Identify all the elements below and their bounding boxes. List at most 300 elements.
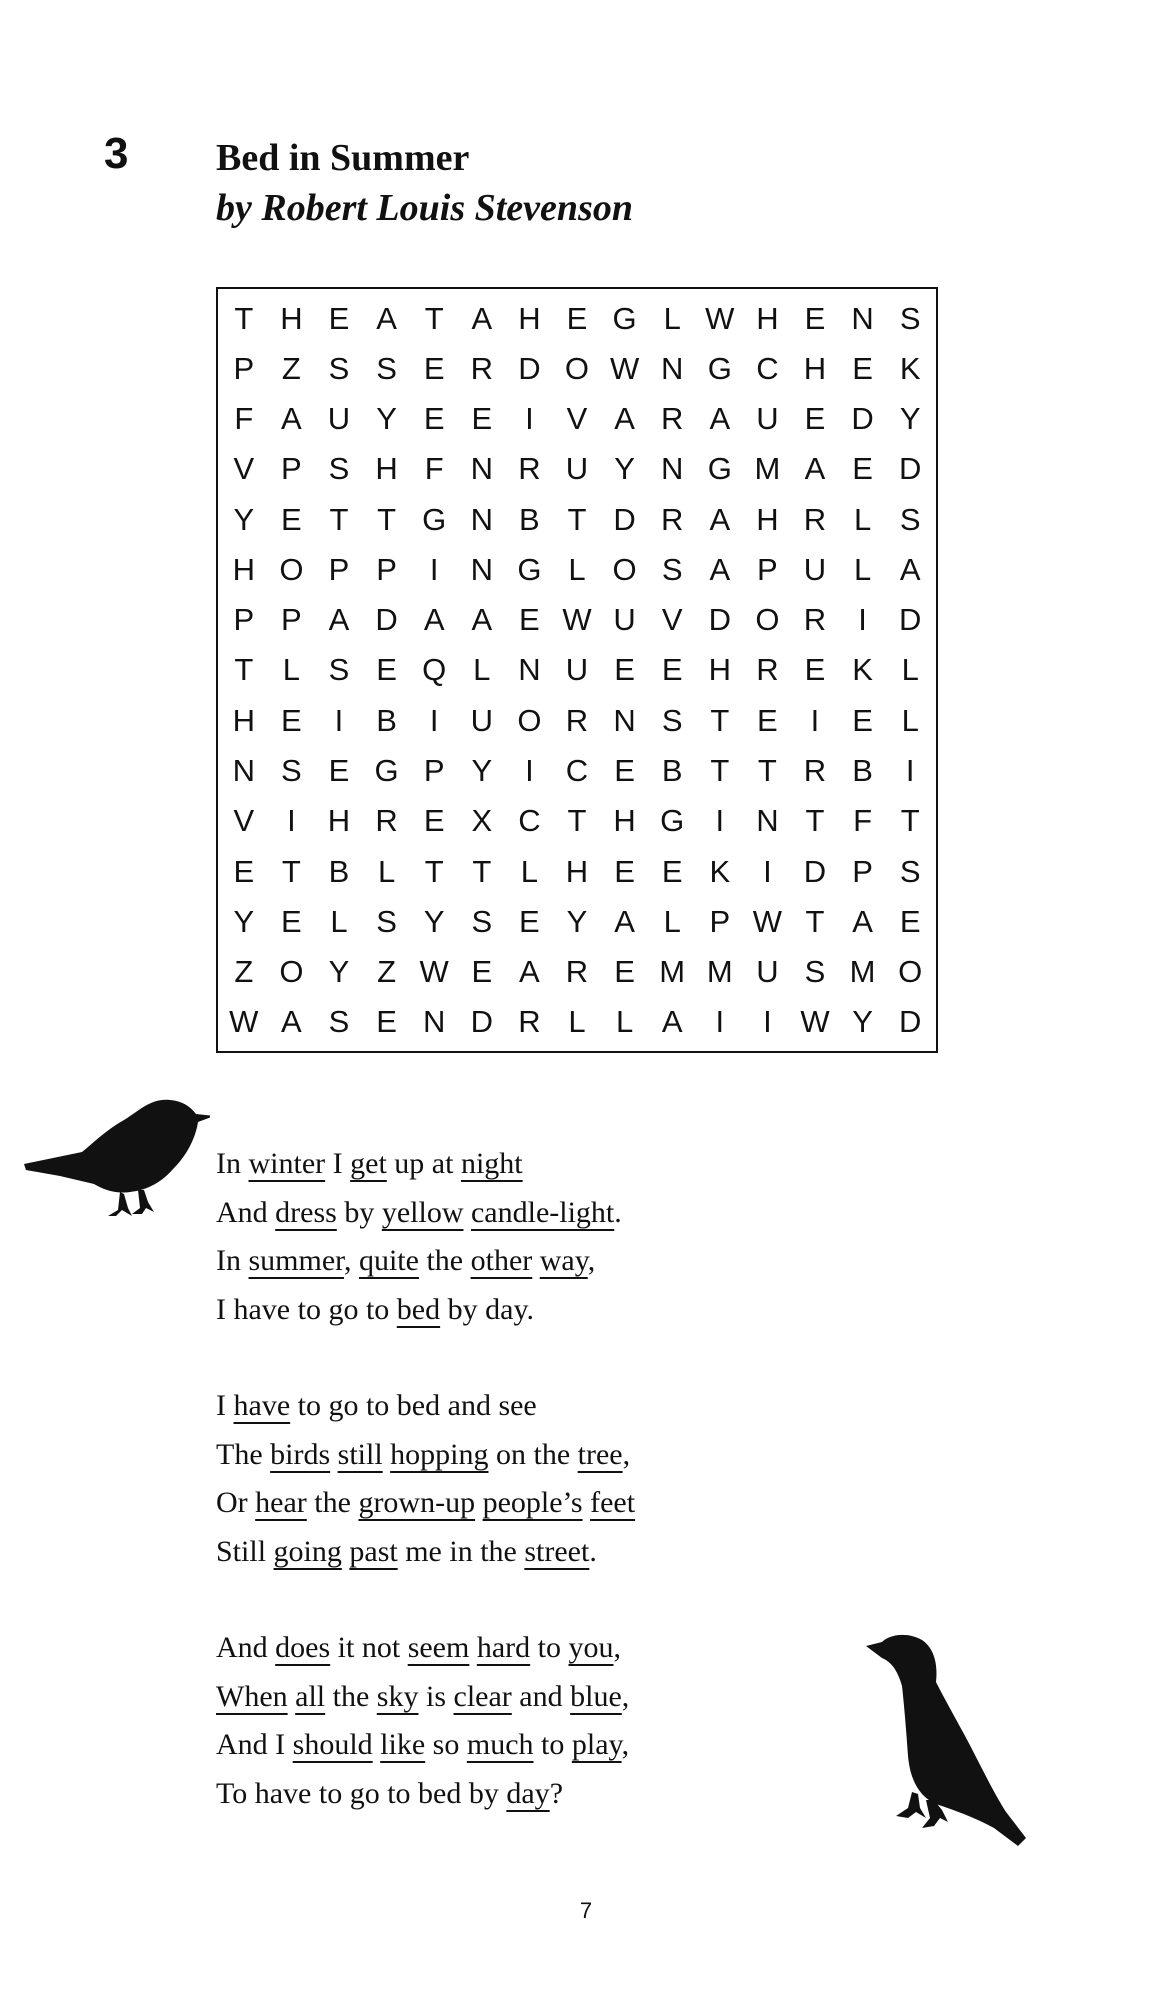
grid-cell: N [470, 501, 493, 537]
grid-cell: V [233, 451, 255, 487]
poem-text-segment: to go to bed and see [290, 1389, 537, 1422]
grid-cell: H [280, 300, 303, 336]
grid-cell: W [229, 1004, 259, 1040]
grid-cell: I [525, 401, 534, 437]
poem-text-segment: me in the [397, 1534, 525, 1568]
hidden-word: still [337, 1437, 383, 1471]
grid-cell: E [852, 350, 873, 386]
grid-cell: P [709, 903, 731, 939]
grid-cell: E [519, 903, 540, 939]
grid-cell: Y [614, 451, 635, 487]
grid-cell: D [803, 853, 827, 889]
grid-cell: L [901, 702, 919, 738]
poem-text-segment: on the [488, 1437, 578, 1471]
grid-cell: O [755, 602, 780, 638]
grid-cell: U [756, 954, 779, 990]
hidden-word: hear [255, 1486, 307, 1519]
grid-cell: A [661, 1004, 683, 1040]
hidden-word: people’s [482, 1486, 583, 1519]
grid-cell: E [899, 903, 921, 939]
grid-cell: D [898, 602, 922, 638]
poem-text-segment: and [511, 1679, 571, 1713]
poem-line [216, 1237, 635, 1286]
grid-cell: T [710, 753, 730, 789]
grid-cell: D [851, 401, 874, 437]
poem-text-segment: Or [216, 1486, 256, 1519]
poem-text-segment: And [216, 1195, 276, 1229]
poem-text-segment: the [418, 1244, 471, 1277]
grid-cell: A [471, 602, 493, 638]
grid-cell: U [613, 602, 636, 638]
grid-cell: H [613, 803, 636, 839]
grid-cell: E [281, 903, 302, 939]
grid-cell: R [803, 602, 827, 638]
grid-cell: U [327, 401, 351, 437]
grid-cell: P [757, 551, 778, 587]
grid-cell: E [804, 652, 826, 688]
grid-cell: T [377, 501, 397, 537]
poem-text-segment [532, 1244, 540, 1277]
hidden-word: candle-light [470, 1195, 615, 1229]
poem-text-segment: so [425, 1728, 467, 1761]
grid-cell: S [471, 903, 493, 939]
grid-cell: E [852, 451, 873, 487]
grid-cell: S [281, 753, 302, 789]
hidden-word: like [380, 1728, 426, 1761]
grid-cell: O [612, 551, 637, 587]
grid-cell: A [376, 300, 397, 336]
hidden-word: feet [590, 1486, 636, 1519]
grid-cell: A [328, 602, 350, 638]
grid-cell: E [471, 954, 493, 990]
grid-cell: W [609, 350, 640, 386]
poem-text-segment: by day. [440, 1292, 534, 1326]
hidden-word: clear [453, 1679, 512, 1713]
grid-cell: R [803, 753, 827, 789]
grid-cell: B [852, 753, 873, 789]
poem-text-segment: . [614, 1195, 622, 1229]
poem-line [216, 1286, 635, 1335]
poem-text-segment: . [589, 1534, 597, 1568]
poem-text-segment [583, 1486, 591, 1519]
hidden-word: seem [407, 1631, 470, 1664]
grid-cell: S [376, 903, 397, 939]
poem-text-segment: , [587, 1244, 596, 1277]
grid-cell: O [898, 954, 923, 990]
hidden-word: summer [248, 1244, 344, 1277]
grid-cell: I [429, 551, 439, 587]
page-number: 7 [579, 1898, 593, 1923]
grid-cell: Y [376, 401, 397, 437]
poem-stanza [216, 1624, 635, 1818]
grid-cell: O [279, 551, 304, 587]
grid-cell: T [234, 652, 254, 688]
grid-cell: A [423, 602, 445, 638]
grid-cell: I [810, 702, 820, 738]
poem-line [216, 1189, 635, 1238]
grid-cell: I [334, 702, 344, 738]
grid-cell: H [327, 803, 351, 839]
poem-text-segment: up at [386, 1147, 461, 1180]
grid-cell: S [804, 954, 826, 990]
grid-cell: E [233, 853, 255, 889]
grid-cell: E [423, 350, 445, 386]
grid-cell: N [232, 753, 255, 789]
grid-cell: G [707, 350, 732, 386]
grid-cell: B [328, 853, 350, 889]
poem-text-segment: by [336, 1195, 382, 1229]
grid-cell: Q [422, 652, 447, 688]
grid-cell: W [419, 954, 449, 990]
hidden-word: much [466, 1728, 534, 1761]
grid-cell: L [377, 853, 396, 889]
hidden-word: should [292, 1728, 373, 1761]
grid-cell: E [328, 300, 350, 336]
grid-cell: E [519, 602, 540, 638]
grid-cell: V [566, 401, 588, 437]
poem-text-segment: , [621, 1679, 630, 1713]
grid-cell: F [853, 803, 873, 839]
grid-cell: I [525, 753, 534, 789]
hidden-word: street [524, 1534, 590, 1568]
poem-text-segment: , [622, 1437, 631, 1471]
hidden-word: day [506, 1776, 550, 1810]
poem-text-segment: the [325, 1679, 377, 1713]
hidden-word: bed [396, 1292, 441, 1326]
grid-cell: T [710, 702, 730, 738]
poem-text-segment: To have to go to bed by [216, 1776, 507, 1810]
grid-cell: E [614, 853, 635, 889]
poem-text-segment: is [418, 1679, 454, 1713]
grid-cell: F [424, 451, 444, 487]
hidden-word: does [275, 1631, 331, 1664]
poem-line [216, 1431, 635, 1480]
grid-cell: P [852, 853, 873, 889]
poem-text-segment [330, 1438, 338, 1471]
grid-cell: P [281, 451, 302, 487]
grid-cell: D [613, 501, 636, 537]
grid-cell: T [757, 753, 777, 789]
poem-line [216, 1673, 635, 1722]
grid-cell: T [424, 853, 444, 889]
grid-cell: A [899, 551, 921, 587]
grid-cell: S [899, 501, 921, 537]
grid-cell: B [376, 702, 397, 738]
grid-cell: Z [234, 954, 254, 990]
grid-cell: U [565, 652, 589, 688]
grid-cell: Y [233, 501, 255, 537]
grid-cell: L [282, 652, 301, 688]
poem-text-segment: ? [549, 1776, 564, 1810]
grid-cell: U [470, 702, 493, 738]
grid-cell: R [518, 1004, 541, 1040]
grid-cell: E [328, 753, 350, 789]
grid-cell: T [281, 853, 301, 889]
grid-cell: Y [423, 903, 445, 939]
hidden-word: quite [358, 1244, 419, 1277]
poem-text-segment: And [216, 1631, 276, 1664]
grid-cell: H [756, 300, 779, 336]
hidden-word: play [571, 1728, 622, 1761]
grid-cell: D [470, 1004, 493, 1040]
grid-cell: G [707, 451, 732, 487]
grid-cell: H [232, 702, 255, 738]
grid-cell: R [565, 702, 589, 738]
hidden-word: all [295, 1679, 326, 1713]
grid-cell: D [518, 350, 541, 386]
grid-cell: E [423, 803, 445, 839]
grid-cell: M [754, 451, 781, 487]
grid-cell: D [708, 602, 731, 638]
grid-cell: N [851, 300, 874, 336]
grid-cell: L [663, 300, 681, 336]
grid-cell: I [905, 753, 915, 789]
hidden-word: yellow [381, 1195, 464, 1229]
grid-cell: G [517, 551, 542, 587]
grid-cell: P [423, 753, 445, 789]
poem-line [216, 1770, 635, 1819]
grid-cell: H [232, 551, 255, 587]
grid-cell: E [566, 300, 588, 336]
grid-cell: L [901, 652, 919, 688]
grid-cell: T [567, 501, 587, 537]
poem-line [216, 1624, 635, 1673]
grid-cell: S [899, 853, 921, 889]
grid-cell: P [328, 551, 350, 587]
grid-cell: N [470, 451, 493, 487]
hidden-word: dress [275, 1195, 337, 1229]
grid-cell: C [518, 803, 541, 839]
grid-cell: S [328, 1004, 350, 1040]
grid-cell: L [473, 652, 491, 688]
grid-cell: S [899, 300, 921, 336]
hidden-word: night [460, 1147, 523, 1180]
grid-cell: E [804, 401, 826, 437]
grid-cell: I [429, 702, 439, 738]
grid-cell: W [562, 602, 592, 638]
poem-author: by Robert Louis Stevenson [216, 187, 633, 229]
bird-right-icon [860, 1632, 1030, 1872]
grid-cell: Y [233, 903, 255, 939]
bird-left-icon [20, 1092, 210, 1222]
poem-line [216, 1479, 635, 1528]
poem-line [216, 1721, 635, 1770]
grid-cell: D [898, 1004, 922, 1040]
grid-cell: Y [328, 954, 350, 990]
grid-cell: R [803, 501, 827, 537]
grid-cell: E [423, 401, 445, 437]
grid-cell: L [615, 1004, 634, 1040]
grid-cell: G [612, 300, 637, 336]
grid-cell: D [375, 602, 398, 638]
grid-cell: E [804, 300, 826, 336]
grid-cell: M [706, 954, 733, 990]
grid-cell: G [374, 753, 399, 789]
grid-cell: T [567, 803, 587, 839]
grid-cell: H [375, 451, 398, 487]
grid-cell: U [565, 451, 589, 487]
grid-cell: G [660, 803, 685, 839]
poem-line [216, 1382, 635, 1431]
grid-cell: V [661, 602, 683, 638]
grid-cell: S [328, 652, 350, 688]
grid-cell: N [756, 803, 779, 839]
grid-cell: R [565, 954, 589, 990]
grid-cell: W [705, 300, 735, 336]
poem-text-segment: Still [216, 1534, 274, 1568]
puzzle-number: 3 [104, 129, 129, 178]
poem-text-segment: , [343, 1244, 359, 1277]
poem-line [216, 1140, 635, 1189]
grid-cell: E [852, 702, 873, 738]
grid-cell: N [660, 451, 684, 487]
grid-cell: E [614, 954, 635, 990]
poem-title: Bed in Summer [216, 137, 470, 179]
grid-cell: I [858, 602, 867, 638]
grid-cell: U [756, 401, 779, 437]
grid-cell: Y [566, 903, 588, 939]
grid-cell: E [757, 702, 778, 738]
grid-cell: L [330, 903, 348, 939]
grid-cell: S [328, 350, 350, 386]
grid-cell: T [805, 903, 825, 939]
grid-cell: E [661, 652, 683, 688]
poem-text-segment [469, 1631, 477, 1664]
grid-cell: L [520, 853, 539, 889]
grid-cell: W [752, 903, 783, 939]
grid-cell: I [763, 1004, 772, 1040]
grid-cell: S [661, 702, 683, 738]
hidden-word: have [233, 1389, 291, 1422]
grid-cell: I [715, 803, 725, 839]
grid-cell: B [519, 501, 540, 537]
grid-cell: E [376, 652, 397, 688]
grid-cell: U [803, 551, 827, 587]
grid-cell: R [660, 501, 684, 537]
grid-cell: R [375, 803, 398, 839]
grid-cell: H [708, 652, 731, 688]
grid-cell: A [471, 300, 493, 336]
grid-cell: L [568, 551, 586, 587]
grid-cell: E [376, 1004, 397, 1040]
grid-cell: E [281, 702, 302, 738]
grid-cell: G [422, 501, 447, 537]
grid-cell: S [376, 350, 397, 386]
grid-cell: M [849, 954, 876, 990]
hidden-word: hopping [390, 1437, 489, 1471]
grid-cell: Y [471, 753, 493, 789]
grid-cell: N [518, 652, 541, 688]
poem-text [216, 1140, 635, 1866]
hidden-word: tree [577, 1437, 623, 1471]
grid-cell: O [279, 954, 304, 990]
hidden-word: grown-up [358, 1486, 476, 1519]
grid-cell: A [709, 551, 731, 587]
grid-cell: O [517, 702, 542, 738]
grid-cell: F [234, 401, 254, 437]
grid-cell: D [898, 451, 922, 487]
grid-cell: E [614, 652, 635, 688]
poem-text-segment: to [533, 1728, 572, 1761]
grid-cell: T [472, 853, 492, 889]
grid-cell: A [852, 903, 873, 939]
grid-cell: H [565, 853, 589, 889]
hidden-word: get [350, 1147, 387, 1180]
grid-cell: Y [852, 1004, 873, 1040]
grid-cell: W [800, 1004, 830, 1040]
hidden-word: blue [570, 1679, 622, 1713]
hidden-word: birds [270, 1437, 331, 1471]
grid-cell: A [709, 401, 731, 437]
grid-cell: K [899, 350, 921, 386]
grid-cell: I [715, 1004, 725, 1040]
poem-text-segment: it not [330, 1631, 408, 1664]
grid-cell: T [329, 501, 349, 537]
grid-cell: B [661, 753, 683, 789]
hidden-word: way [539, 1244, 588, 1277]
poem-text-segment: The [216, 1437, 271, 1471]
grid-cell: N [422, 1004, 446, 1040]
grid-cell: L [853, 551, 872, 587]
grid-cell: A [614, 903, 635, 939]
poem-line [216, 1528, 635, 1577]
hidden-word: other [470, 1244, 533, 1277]
grid-cell: H [803, 350, 827, 386]
hidden-word: winter [248, 1147, 326, 1180]
grid-cell: R [756, 652, 779, 688]
grid-cell: L [568, 1004, 586, 1040]
grid-cell: K [852, 652, 873, 688]
poem-text-segment [475, 1486, 483, 1519]
hidden-word: past [349, 1534, 398, 1568]
grid-cell: R [660, 401, 684, 437]
grid-cell: C [565, 753, 589, 789]
grid-cell: T [805, 803, 825, 839]
poem-text-segment: , [613, 1631, 621, 1664]
grid-cell: L [853, 501, 872, 537]
poem-text-segment: , [621, 1728, 630, 1761]
grid-cell: K [709, 853, 731, 889]
grid-cell: A [519, 954, 540, 990]
grid-cell: T [900, 803, 920, 839]
grid-cell: P [233, 350, 255, 386]
grid-cell: P [281, 602, 302, 638]
grid-cell: N [660, 350, 684, 386]
grid-cell: E [614, 753, 635, 789]
poem-stanza [216, 1140, 635, 1334]
grid-cell: E [661, 853, 683, 889]
poem-text-segment [463, 1196, 471, 1229]
grid-cell: S [328, 451, 350, 487]
grid-cell: N [470, 551, 493, 587]
grid-cell: A [614, 401, 635, 437]
hidden-word: sky [376, 1679, 419, 1713]
grid-cell: A [709, 501, 731, 537]
poem-text-segment: In [216, 1244, 249, 1277]
hidden-word: you [568, 1631, 614, 1664]
poem-text-segment: In [216, 1147, 249, 1180]
grid-cell: A [281, 1004, 302, 1040]
word-search-grid [216, 287, 938, 1053]
poem-text-segment: the [306, 1486, 359, 1519]
hidden-word: When [216, 1679, 288, 1713]
grid-cell: C [756, 350, 779, 386]
grid-cell: O [564, 350, 590, 386]
poem-text-segment: And I [216, 1728, 293, 1761]
grid-cell: R [470, 350, 493, 386]
grid-cell: E [471, 401, 493, 437]
grid-cell: I [287, 803, 296, 839]
